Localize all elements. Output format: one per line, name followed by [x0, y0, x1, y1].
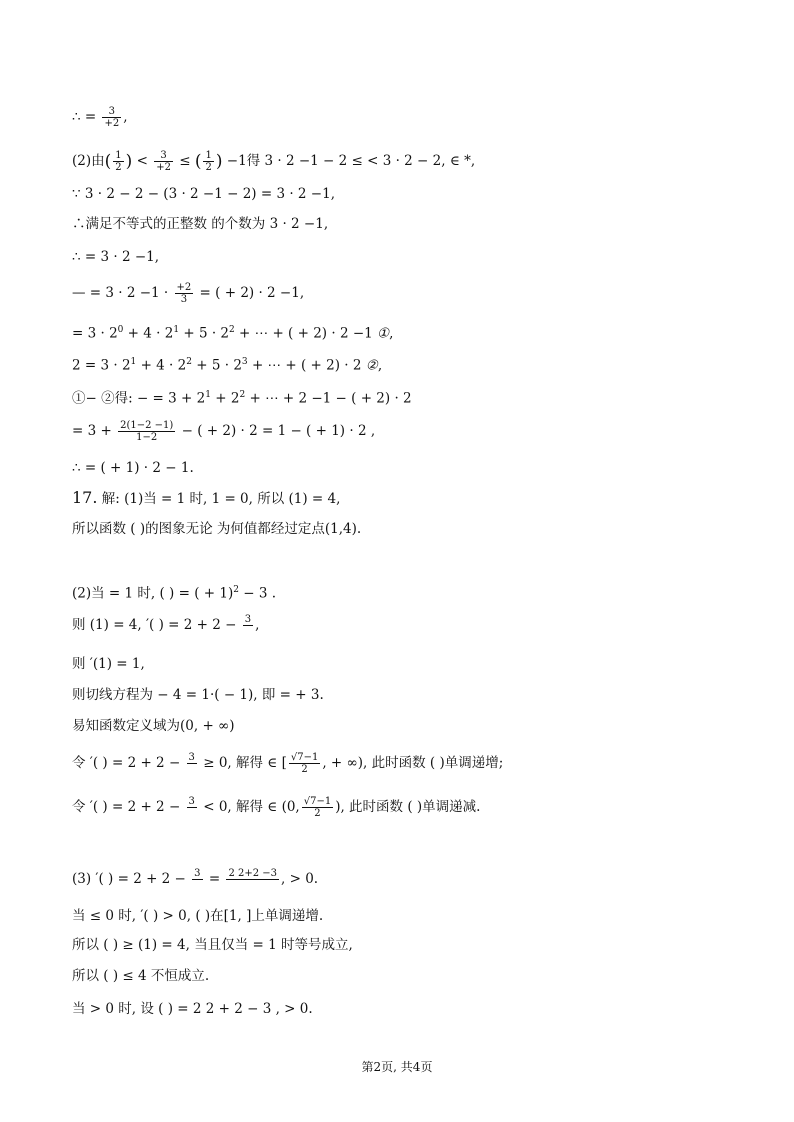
fraction: 3: [244, 614, 252, 625]
fraction: $\frac{+2}{3}$: [176, 282, 192, 305]
line-7: = $3 \cdot 2^0 + 4 \cdot 2^1 + 5 \cdot 2^2$ + ⋯ + ( + 2) · 2 −1 ①,: [72, 325, 394, 342]
line-10: = 3 + $\frac{2(1-2 -1)}{1-2}$ − ( + 2) · 2 = 1 − ( + 1) · 2 ,: [72, 420, 376, 443]
line-1: ∴ = $\frac{3}{+2}$ ,: [72, 106, 128, 129]
fraction: $\frac{1}{2}$: [115, 150, 122, 173]
fraction: 3: [188, 796, 195, 807]
fraction: $\frac{1}{2}$: [205, 150, 212, 173]
line-13: 所以函数 ( )的图象无论 为何值都经过定点(1,4).: [72, 521, 362, 537]
line-15: 则 (1) = 4, ′( ) = 2 + 2 − 3 ,: [72, 614, 259, 637]
line-20: 令 ′( ) = 2 + 2 − 3 < 0, 解得 ∈ (0, $\frac{√7-1}{2}$ ), 此时函数 ( )单调递减.: [72, 796, 481, 819]
line-8: $2 = 3 \cdot 2^1 + 4 \cdot 2^2 + 5 \cdot 2^3$ + ⋯ + ( + 2) · 2 ②,: [72, 357, 383, 374]
line-22: 当 ≤ 0 时, ′( ) > 0, ( )在[1, ]上单调递增.: [72, 908, 324, 924]
fraction: 3: [194, 868, 201, 879]
line-11: ∴ = ( + 1) · 2 − 1.: [72, 460, 194, 476]
line-4: ∴满足不等式的正整数 的个数为 3 · 2 −1,: [72, 216, 329, 232]
page-footer: 第2页, 共4页: [361, 1060, 433, 1074]
line-21: (3) ′( ) = 2 + 2 − 3 = 2 2+2 −3 , > 0.: [72, 868, 318, 891]
fraction: $\frac{√7-1}{2}$: [290, 752, 319, 775]
line-16: 则 ′(1) = 1,: [72, 656, 145, 672]
fraction: $\frac{3}{+2}$: [156, 150, 171, 173]
line-14: (2)当 = 1 时, ( ) = ( + 1)$^2$ − 3 .: [72, 585, 277, 602]
line-25: 当 > 0 时, 设 ( ) = 2 2 + 2 − 3 , > 0.: [72, 1001, 313, 1017]
line-2: (2)由( $\frac{1}{2}$ ) < $\frac{3}{+2}$ ≤ ( $\frac{1}{2}$ ) −1得 3 · 2 −1 − 2 ≤ < 3 · 2 − 2, ∈ *,: [72, 150, 476, 173]
fraction: $\frac{3}{+2}$: [104, 106, 120, 129]
line-24: 所以 ( ) ≤ 4 不恒成立.: [72, 968, 210, 984]
line-23: 所以 ( ) ≥ (1) = 4, 当且仅当 = 1 时等号成立,: [72, 937, 353, 953]
line-6: — = 3 · 2 −1 · $\frac{+2}{3}$ = ( + 2) · 2 −1,: [72, 282, 305, 305]
circled-one-marker: ①: [377, 325, 390, 342]
line-12: 17. 解: (1)当 = 1 时, 1 = 0, 所以 (1) = 4,: [72, 488, 341, 507]
line-19: 令 ′( ) = 2 + 2 − 3 ≥ 0, 解得 ∈ [ $\frac{√7-1}{2}$ , + ∞), 此时函数 ( )单调递增;: [72, 752, 504, 775]
circled-two-marker: ②: [365, 357, 378, 374]
line-9: ①− ②得: − = $3 + 2^1 + 2^2$ + ⋯ + 2 −1 − ( + 2) · 2: [72, 390, 412, 407]
line-18: 易知函数定义域为(0, + ∞): [72, 718, 235, 734]
line-17: 则切线方程为 − 4 = 1·( − 1), 即 = + 3.: [72, 687, 324, 703]
fraction: $\frac{√7-1}{2}$: [303, 796, 332, 819]
fraction: $\frac{2(1-2 -1)}{1-2}$: [120, 420, 174, 443]
fraction: 3: [188, 752, 195, 763]
fraction: 2 2+2 −3: [228, 868, 278, 879]
line-3: ∵ 3 · 2 − 2 − (3 · 2 −1 − 2) = 3 · 2 −1,: [72, 186, 335, 202]
question-number: 17.: [72, 488, 98, 507]
line-5: ∴ = 3 · 2 −1,: [72, 249, 160, 265]
